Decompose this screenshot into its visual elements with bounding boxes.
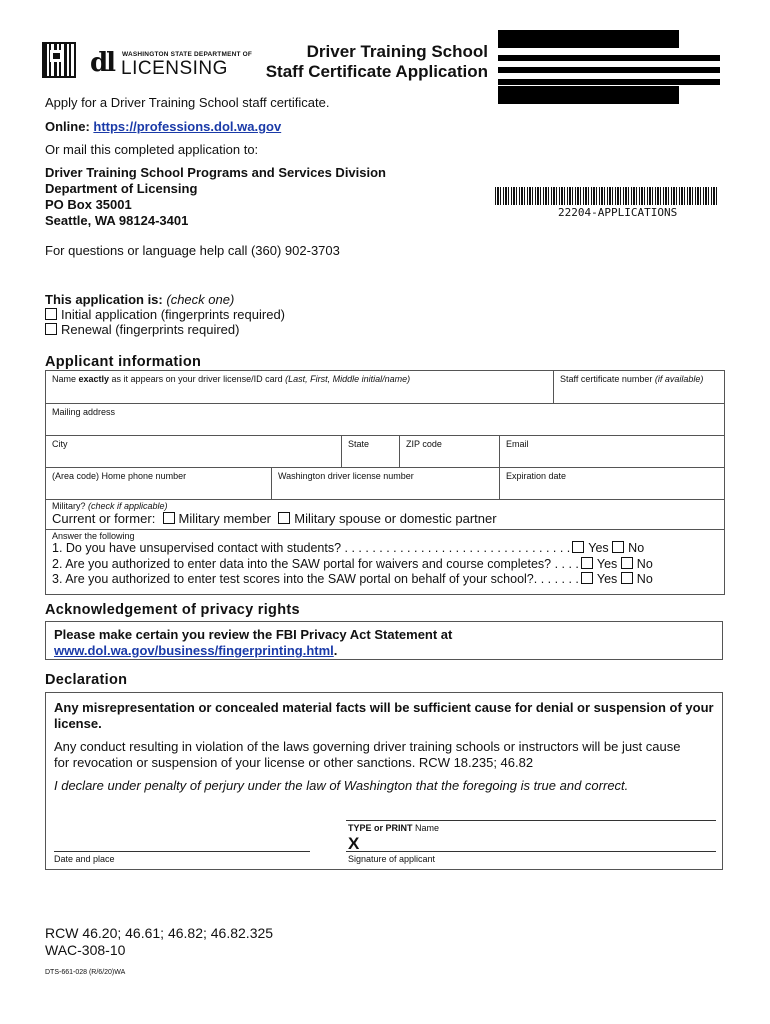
question-row: 2. Are you authorized to enter data into the SAW portal for waivers and course completes? . . . . Yes No (52, 556, 653, 571)
declaration-italic-text: I declare under penalty of perjury under the law of Washington that the foregoing is true and correct. (54, 778, 629, 793)
declaration-heading: Declaration (45, 672, 128, 688)
form-id: DTS-661-028 (R/6/20)WA (45, 969, 126, 976)
yes-checkbox[interactable] (572, 541, 584, 553)
declaration-box (45, 692, 723, 870)
rcw-text: RCW 46.20; 46.61; 46.82; 46.82.325 (45, 925, 274, 941)
questions-section (46, 530, 724, 594)
privacy-link[interactable]: www.dol.wa.gov/business/fingerprinting.html (54, 643, 334, 658)
signature-line[interactable] (346, 851, 716, 852)
address-line: PO Box 35001 (45, 197, 132, 212)
staff-cert-field[interactable]: Staff certificate number (if available) (560, 374, 704, 384)
application-type-hint: (check one) (166, 292, 235, 307)
name-field[interactable]: Name exactly as it appears on your driver license/ID card (Last, First, Middle initial/name) (46, 371, 554, 403)
city-field[interactable]: City (46, 436, 342, 467)
address-line: Seattle, WA 98124-3401 (45, 213, 189, 228)
office-use-bar (498, 79, 720, 85)
applicant-info-table (45, 370, 725, 595)
mail-text: Or mail this completed application to: (45, 142, 259, 157)
signature-label: Signature of applicant (348, 854, 436, 864)
application-type-label: This application is: (45, 292, 167, 307)
current-former-label: Current or former: (52, 511, 156, 526)
online-label: Online: (45, 119, 94, 134)
qr-code-icon (44, 44, 74, 76)
logo-department-text: WASHINGTON STATE DEPARTMENT OF (122, 51, 253, 58)
declaration-text: Any conduct resulting in violation of the laws governing driver training schools or instructors will be just cause for revocation or suspension of your license or other sanctions. RCW 18.235; 46.82 (54, 739, 681, 770)
military-member-label: Military member (178, 511, 272, 526)
military-spouse-checkbox[interactable] (278, 512, 290, 524)
yes-checkbox[interactable] (581, 572, 593, 584)
questions-text: For questions or language help call (360) 902-3703 (45, 243, 340, 258)
state-field[interactable]: State (342, 436, 400, 467)
yes-checkbox[interactable] (581, 557, 593, 569)
date-place-line[interactable] (54, 851, 310, 852)
zip-field[interactable]: ZIP code (400, 436, 500, 467)
footer-citations (45, 925, 273, 959)
print-name-label: TYPE or PRINT Name (348, 823, 440, 833)
office-use-bar (498, 86, 679, 104)
office-use-bar (498, 55, 720, 61)
name-line (346, 820, 716, 821)
expiration-field[interactable]: Expiration date (506, 471, 567, 481)
renewal-checkbox[interactable] (45, 323, 57, 335)
form-title-line1: Driver Training School (306, 42, 488, 61)
form-title (238, 42, 488, 82)
military-field: Military? (check if applicable) Current or former: Military member Military spouse or domestic partner (52, 501, 497, 526)
question-text: 2. Are you authorized to enter data into the SAW portal for waivers and course completes? . . . . (52, 556, 579, 571)
privacy-box: Please make certain you review the FBI Privacy Act Statement at www.dol.wa.gov/business/fingerprinting.html. (45, 621, 723, 660)
apply-text: Apply for a Driver Training School staff certificate. (45, 95, 330, 110)
no-checkbox[interactable] (621, 572, 633, 584)
dol-logo-mark: dl (90, 48, 115, 78)
privacy-heading: Acknowledgement of privacy rights (45, 602, 300, 618)
office-use-bar (498, 67, 720, 73)
email-field[interactable]: Email (506, 439, 529, 449)
answer-following-label: Answer the following (52, 531, 135, 541)
question-text: 1. Do you have unsupervised contact with students? . . . . . . . . . . . . . . . . . . . . . . . . . . . . . . . . . (52, 541, 571, 555)
form-title-line2: Staff Certificate Application (265, 62, 488, 81)
declaration-bold-text: Any misrepresentation or concealed material facts will be sufficient cause for denial or suspension of your license. (54, 700, 714, 731)
military-spouse-label: Military spouse or domestic partner (294, 511, 497, 526)
military-member-checkbox[interactable] (163, 512, 175, 524)
question-row: 3. Are you authorized to enter test scores into the SAW portal on behalf of your school?. . . . . . . Yes No (52, 572, 653, 586)
online-line (45, 119, 281, 134)
wac-text: WAC-308-10 (45, 942, 126, 958)
initial-checkbox[interactable] (45, 308, 57, 320)
address-line: Driver Training School Programs and Services Division (45, 165, 387, 180)
barcode-text: 22204-APPLICATIONS (558, 206, 678, 219)
phone-field[interactable]: (Area code) Home phone number (46, 468, 272, 499)
no-checkbox[interactable] (621, 557, 633, 569)
application-type (45, 292, 285, 337)
signature-x-mark: X (348, 834, 360, 853)
mailing-address-field[interactable]: Mailing address (52, 407, 116, 417)
applicant-heading: Applicant information (45, 354, 202, 370)
question-text: 3. Are you authorized to enter test scores into the SAW portal on behalf of your school?. . . . . . . (52, 572, 579, 586)
wa-license-field[interactable]: Washington driver license number (272, 468, 500, 499)
address-line: Department of Licensing (45, 181, 198, 196)
barcode-icon (495, 187, 719, 205)
online-link[interactable]: https://professions.dol.wa.gov (93, 119, 282, 134)
logo-licensing-text: LICENSING (121, 58, 228, 79)
date-place-label: Date and place (54, 854, 115, 864)
initial-option-label: Initial application (fingerprints required) (61, 307, 286, 322)
office-use-bar (498, 30, 679, 48)
privacy-text: Please make certain you review the FBI Privacy Act Statement at (54, 627, 453, 642)
no-checkbox[interactable] (612, 541, 624, 553)
renewal-option-label: Renewal (fingerprints required) (61, 322, 240, 337)
mailing-address (45, 165, 386, 229)
question-row: 1. Do you have unsupervised contact with students? . . . . . . . . . . . . . . . . . . . . . . . . . . . . . . . . . Yes No (52, 541, 645, 555)
